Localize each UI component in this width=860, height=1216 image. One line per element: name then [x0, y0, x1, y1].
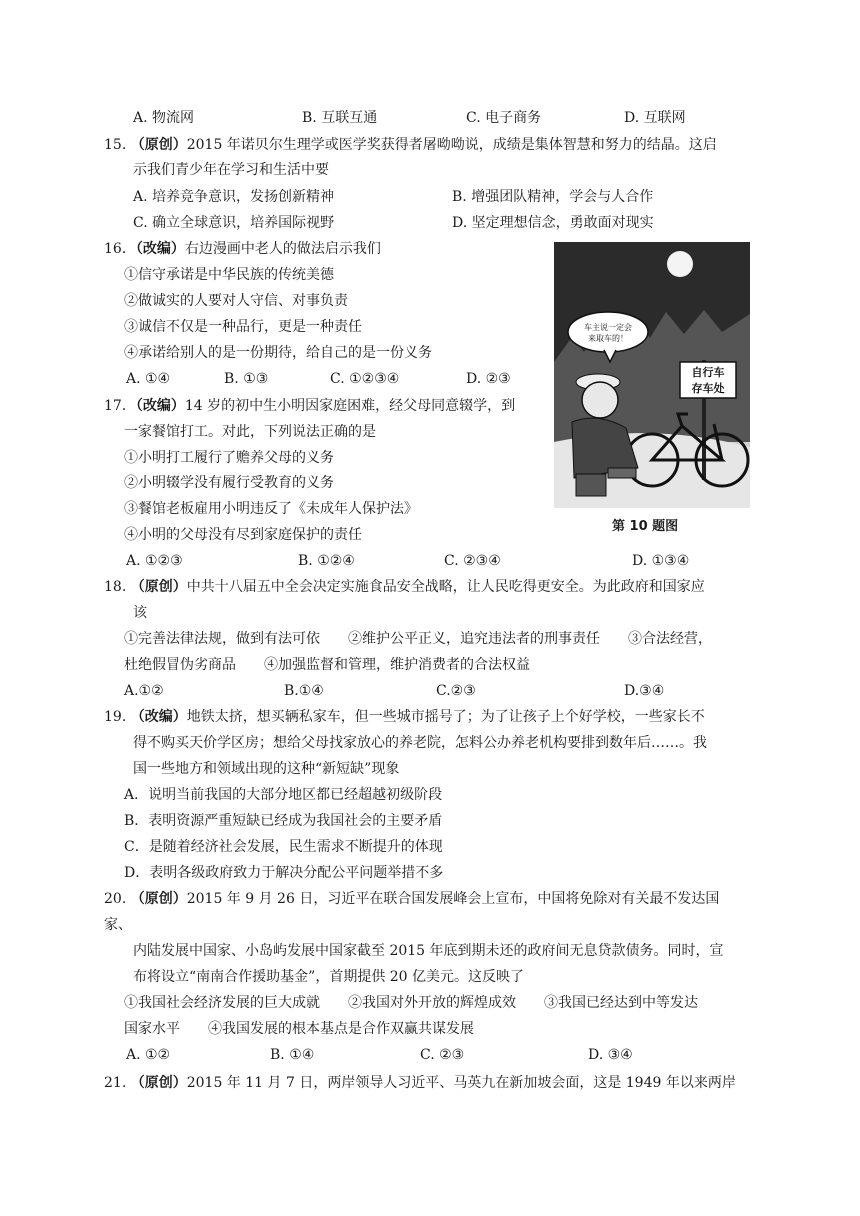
figure-caption: 第 10 题图: [612, 519, 679, 534]
q16-option-d: D. ②③: [466, 371, 511, 387]
moon-icon: [667, 251, 693, 277]
q19-stem-line1: [104, 707, 705, 727]
sign-text-2: 存车处: [691, 382, 725, 395]
q17-stem-line1: [104, 396, 515, 416]
q19-tag: （改编）: [130, 709, 187, 725]
q21-tag: （原创）: [130, 1075, 187, 1091]
q15-option-c: C. 确立全球意识，培养国际视野: [133, 215, 335, 231]
q17-option-b: B. ①②④: [298, 553, 355, 569]
q20-stem-line5: ①我国社会经济发展的巨大成就 ②我国对外开放的辉煌成效 ③我国已经达到中等发达: [124, 995, 698, 1011]
speech-text-2: 来取车的！: [588, 334, 628, 343]
q18-option-c: C.②③: [436, 683, 476, 699]
q20-stem-line2: 家、: [104, 917, 132, 933]
q15-option-b: B. 增强团队精神，学会与人合作: [452, 189, 654, 205]
q20-stem-line3: 内陆发展中国家、小岛屿发展中国家截至 2015 年底到期未还的政府间无息贷款债务。同时，宣: [133, 943, 724, 959]
q17-item-1: ①小明打工履行了赡养父母的义务: [124, 450, 334, 466]
q20-option-c: C. ②③: [420, 1047, 465, 1063]
q16-item-4: ④承诺给别人的是一份期待，给自己的是一份义务: [124, 345, 432, 361]
q16-item-1: ①信守承诺是中华民族的传统美德: [124, 267, 334, 283]
speech-bubble: [568, 312, 648, 352]
q17-item-2: ②小明辍学没有履行受教育的义务: [124, 475, 334, 491]
q18-stem-line3: ①完善法律法规，做到有法可依 ②维护公平正义，追究违法者的刑事责任 ③合法经营，: [124, 631, 712, 647]
q17-item-3: ③餐馆老板雇用小明违反了《未成年人保护法》: [124, 501, 418, 517]
q18-number: 18.: [104, 579, 127, 595]
q18-option-d: D.③④: [624, 683, 665, 699]
q20-stem-line1: [104, 889, 719, 909]
q14-option-c: C. 电子商务: [466, 110, 542, 126]
q21-stem-line1: [104, 1073, 736, 1093]
q15-text-1: 2015 年诺贝尔生理学或医学奖获得者屠呦呦说，成绩是集体智慧和努力的结晶。这启: [186, 137, 717, 153]
q17-option-a: A. ①②③: [126, 553, 183, 569]
speech-text-1: 车主说一定会: [584, 323, 632, 332]
q19-option-b: B．表明资源严重短缺已经成为我国社会的主要矛盾: [124, 813, 443, 829]
q16-stem: [104, 239, 381, 259]
q20-tag: （原创）: [130, 891, 187, 907]
q18-stem-line2: 该: [133, 605, 147, 621]
q20-option-b: B. ①④: [270, 1047, 315, 1063]
q16-number: 16．: [104, 241, 136, 257]
q15-stem-line2: 示我们青少年在学习和生活中要: [133, 162, 329, 178]
q19-option-d: D．表明各级政府致力于解决分配公平问题举措不多: [124, 865, 444, 881]
q20-option-a: A. ①②: [126, 1047, 171, 1063]
q14-option-a: A. 物流网: [133, 110, 195, 126]
q15-number: 15.: [104, 137, 127, 153]
q14-option-b: B. 互联互通: [302, 110, 378, 126]
q16-text: 右边漫画中老人的做法启示我们: [184, 241, 381, 257]
q16-tag: （改编）: [135, 241, 185, 257]
q19-stem-line2: 得不购买天价学区房；想给父母找家放心的养老院，怎料公办养老机构要排到数年后……。我: [133, 735, 707, 751]
q16-option-c: C. ①②③④: [330, 371, 400, 387]
q18-option-a: A.①②: [124, 683, 164, 699]
q16-option-a: A. ①④: [126, 371, 171, 387]
q19-text-1: 地铁太挤，想买辆私家车，但一些城市摇号了；为了让孩子上个好学校，一些家长不: [186, 709, 705, 725]
q17-option-c: C. ②③④: [444, 553, 501, 569]
q19-stem-line3: 国一些地方和领域出现的这种“新短缺”现象: [133, 761, 400, 777]
q15-stem-line1: [104, 135, 717, 155]
q15-option-d: D. 坚定理想信念，勇敢面对现实: [452, 215, 654, 231]
q17-item-4: ④小明的父母没有尽到家庭保护的责任: [124, 527, 362, 543]
q18-option-b: B.①④: [284, 683, 324, 699]
q19-number: 19.: [104, 709, 127, 725]
q14-option-d: D. 互联网: [624, 110, 686, 126]
q19-option-c: C．是随着经济社会发展，民生需求不断提升的体现: [124, 839, 443, 855]
q17-option-d: D. ①③④: [632, 553, 690, 569]
cartoon-drawing: [554, 242, 750, 508]
q19-option-a: A．说明当前我国的大部分地区都已经超越初级阶段: [124, 787, 443, 803]
q20-number: 20.: [104, 891, 127, 907]
q16-item-3: ③诚信不仅是一种品行，更是一种责任: [124, 319, 362, 335]
q18-tag: （原创）: [130, 579, 187, 595]
q16-item-2: ②做诚实的人要对人守信、对事负责: [124, 293, 348, 309]
q17-stem-line2: 一家餐馆打工。对此，下列说法正确的是: [124, 424, 376, 440]
q17-number: 17．: [104, 398, 136, 414]
q20-text-1: 2015 年 9 月 26 日，习近平在联合国发展峰会上宣布，中国将免除对有关最不发达国: [186, 891, 720, 907]
q20-option-d: D. ③④: [588, 1047, 633, 1063]
q18-stem-line4: 杜绝假冒伪劣商品 ④加强监督和管理，维护消费者的合法权益: [124, 657, 530, 673]
cartoon-image: [554, 242, 750, 508]
q15-option-a: A. 培养竞争意识，发扬创新精神: [133, 189, 335, 205]
q20-stem-line6: 国家水平 ④我国发展的根本基点是合作双赢共谋发展: [124, 1021, 474, 1037]
q18-stem-line1: [104, 577, 705, 597]
q21-text-1: 2015 年 11 月 7 日，两岸领导人习近平、马英九在新加坡会面，这是 1949 年以来两岸: [186, 1075, 736, 1091]
q21-number: 21.: [104, 1075, 127, 1091]
q16-option-b: B. ①③: [224, 371, 269, 387]
sign-text-1: 自行车: [691, 366, 725, 379]
q20-stem-line4: 布将设立“南南合作援助基金”，首期提供 20 亿美元。这反映了: [133, 969, 525, 985]
q15-tag: （原创）: [130, 137, 187, 153]
q17-tag: （改编）: [135, 398, 185, 414]
q17-text-1: 14 岁的初中生小明因家庭困难，经父母同意辍学，到: [184, 398, 516, 414]
q18-text-1: 中共十八届五中全会决定实施食品安全战略，让人民吃得更安全。为此政府和国家应: [186, 579, 705, 595]
